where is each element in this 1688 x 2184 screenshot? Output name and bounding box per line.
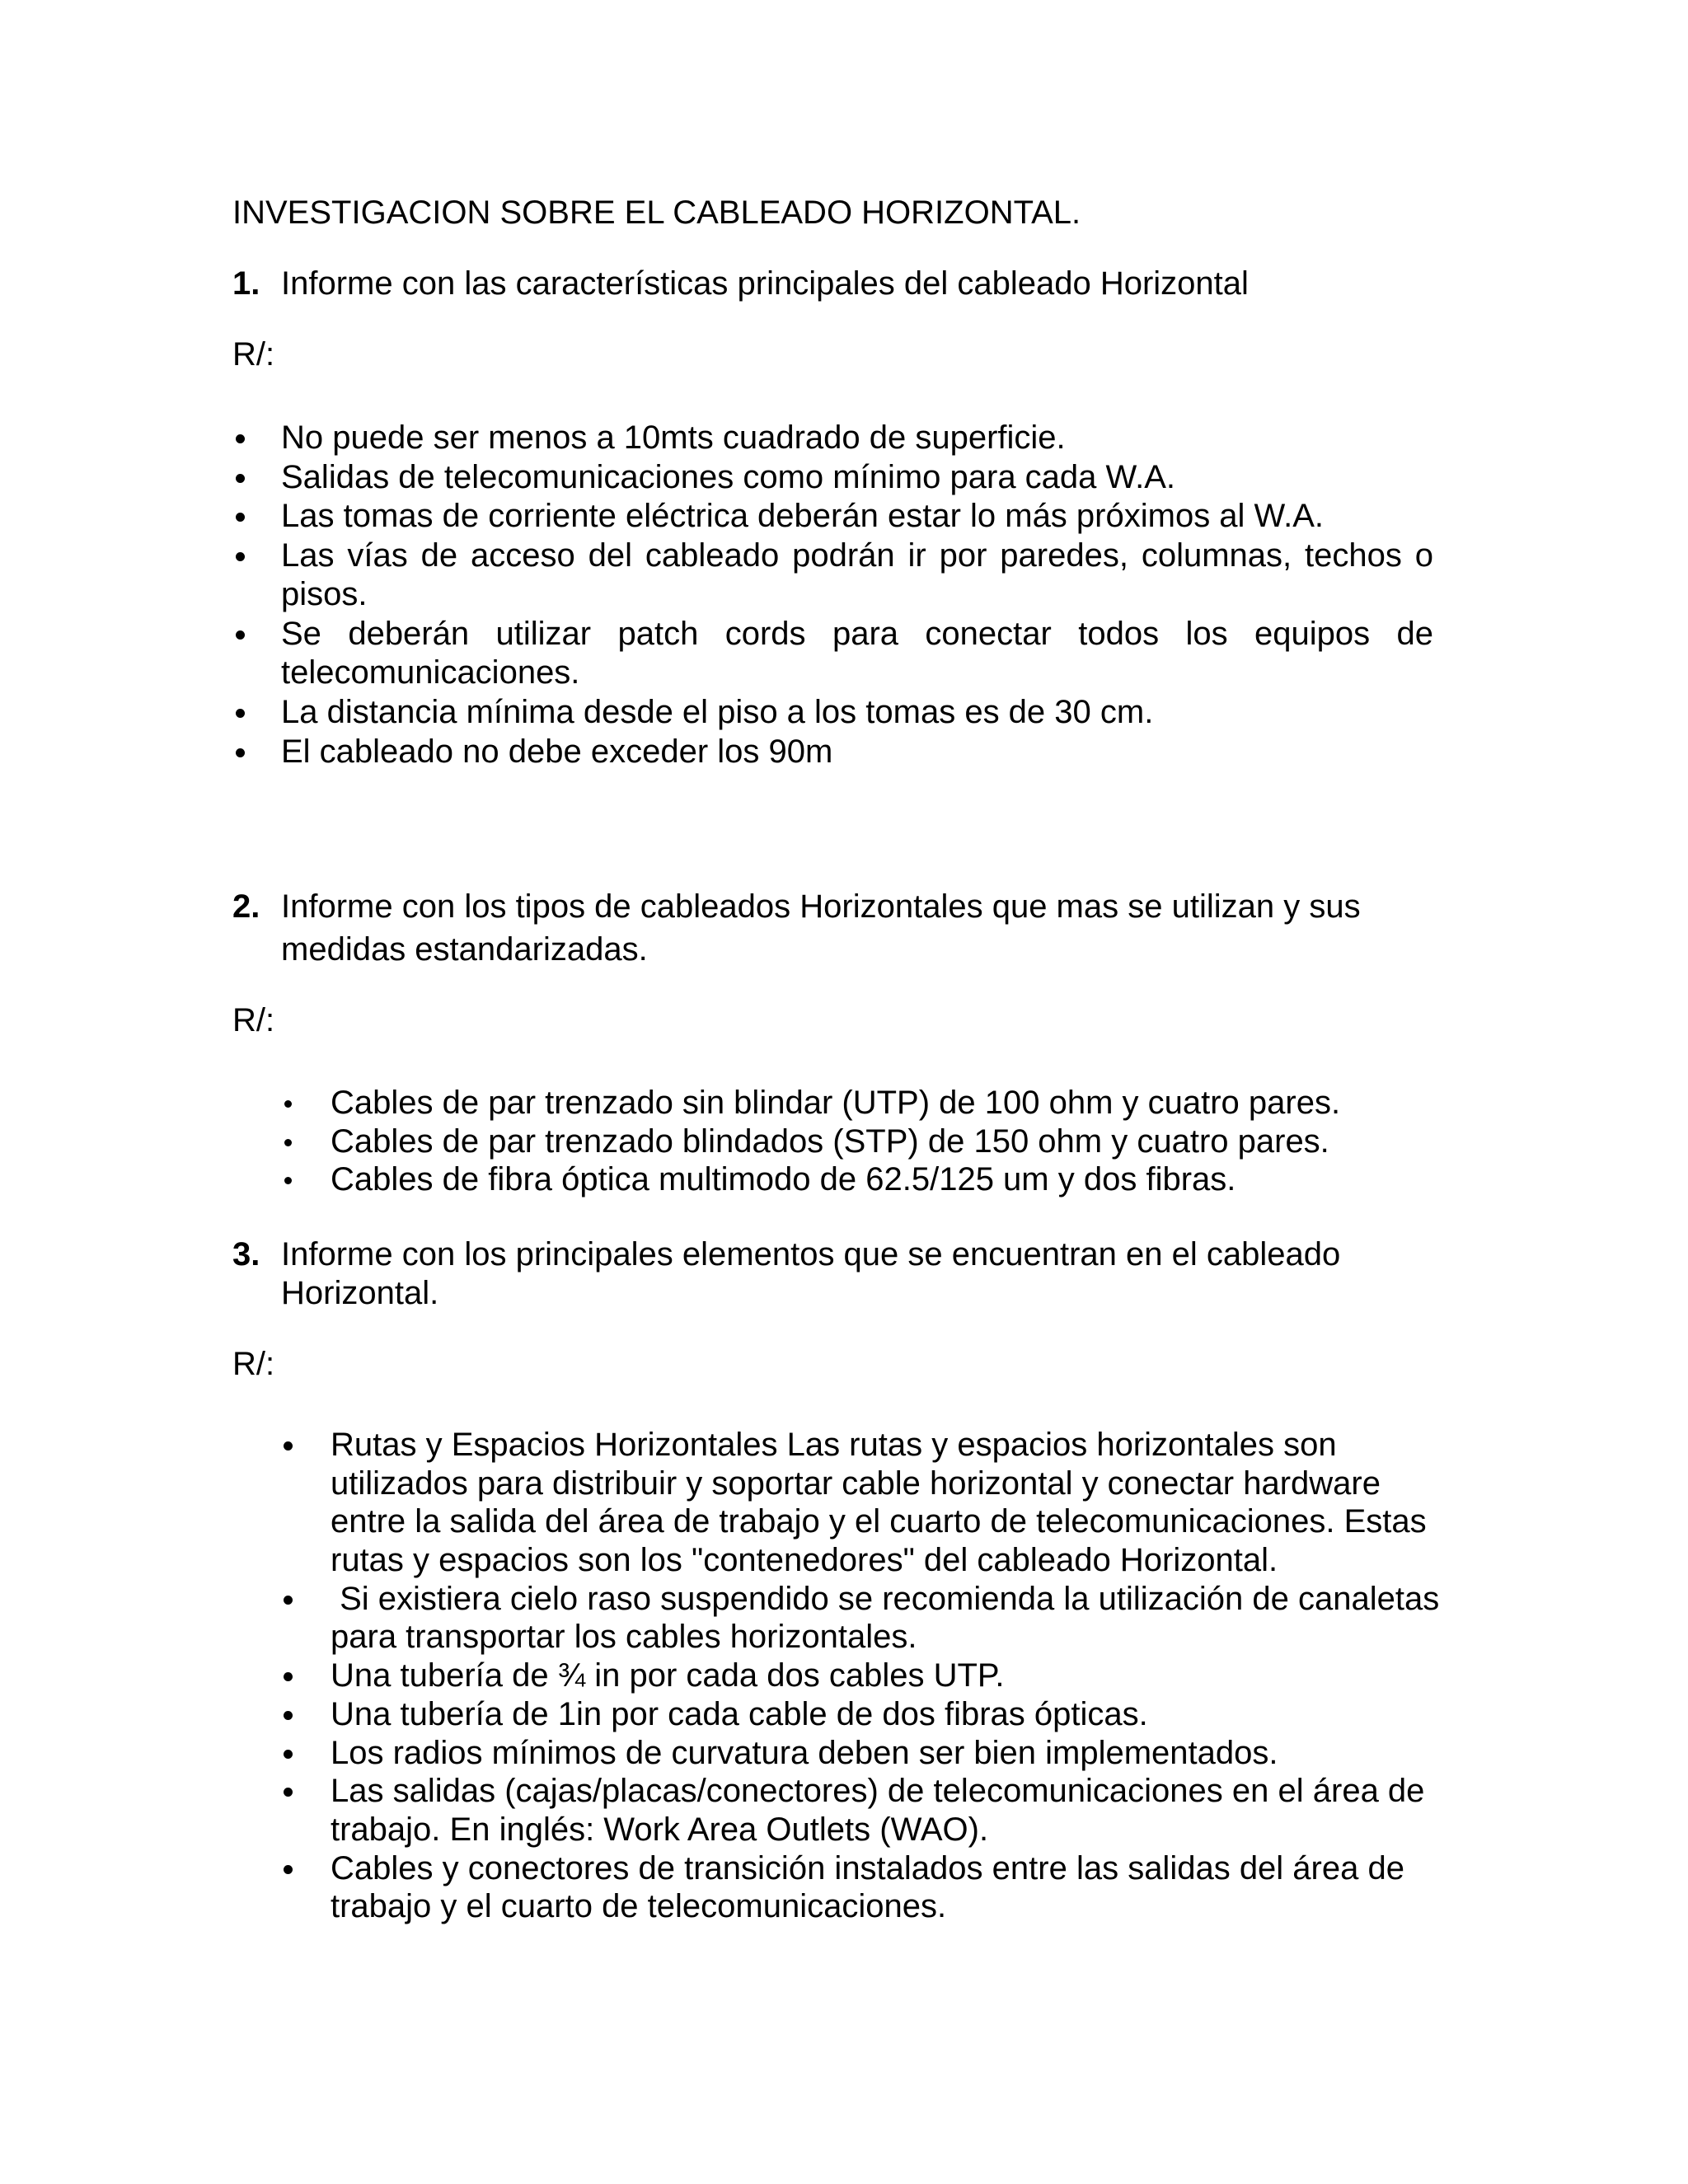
bullet-dot	[284, 1672, 293, 1681]
q3-bullet-2-line-1: Si existiera cielo raso suspendido se recomienda la utilización de canaletas	[331, 1581, 1440, 1617]
bullet-dot	[284, 1596, 293, 1605]
bullet-dot	[284, 1100, 292, 1108]
question-3-text-line-1: Informe con los principales elementos que se encuentran en el cableado	[281, 1236, 1341, 1272]
q1-bullet-7: El cableado no debe exceder los 90m	[281, 733, 833, 770]
question-1-number: 1.	[232, 265, 260, 302]
bullet-dot	[236, 748, 245, 757]
q1-bullet-1: No puede ser menos a 10mts cuadrado de superficie.	[281, 419, 1066, 456]
q3-bullet-4: Una tubería de 1in por cada cable de dos fibras ópticas.	[331, 1696, 1148, 1732]
bullet-dot	[236, 474, 245, 483]
question-3-number: 3.	[232, 1236, 260, 1272]
q3-bullet-1-line-4: rutas y espacios son los "contenedores" del cableado Horizontal.	[331, 1542, 1278, 1578]
bullet-dot	[236, 513, 245, 522]
q1-bullet-3: Las tomas de corriente eléctrica deberán estar lo más próximos al W.A.	[281, 498, 1324, 534]
q1-bullet-6: La distancia mínima desde el piso a los tomas es de 30 cm.	[281, 694, 1154, 730]
q1-bullet-5-line-2: telecomunicaciones.	[281, 654, 580, 691]
q1-bullet-5-line-1: Se deberán utilizar patch cords para conectar todos los equipos de	[281, 616, 1433, 652]
question-2-text-line-1: Informe con los tipos de cableados Horizontales que mas se utilizan y sus	[281, 888, 1361, 925]
bullet-dot	[236, 552, 245, 561]
q1-bullet-4-line-1: Las vías de acceso del cableado podrán ir por paredes, columnas, techos o	[281, 537, 1433, 574]
question-3-text-line-2: Horizontal.	[281, 1275, 439, 1311]
question-1-text: Informe con las características principales del cableado Horizontal	[281, 265, 1249, 302]
document-title: INVESTIGACION SOBRE EL CABLEADO HORIZONTAL.	[232, 194, 1081, 231]
bullet-dot	[284, 1441, 293, 1451]
q3-bullet-5: Los radios mínimos de curvatura deben ser bien implementados.	[331, 1735, 1278, 1771]
question-1-answer-label: R/:	[232, 336, 275, 373]
q3-bullet-7-line-2: trabajo y el cuarto de telecomunicaciones.	[331, 1888, 947, 1924]
bullet-dot	[284, 1177, 292, 1184]
q3-bullet-1-line-2: utilizados para distribuir y soportar cable horizontal y conectar hardware	[331, 1465, 1381, 1502]
q3-bullet-1-line-1: Rutas y Espacios Horizontales Las rutas y espacios horizontales son	[331, 1427, 1337, 1463]
bullet-dot	[236, 630, 245, 640]
q1-bullet-2: Salidas de telecomunicaciones como mínimo para cada W.A.	[281, 459, 1175, 495]
q2-bullet-3: Cables de fibra óptica multimodo de 62.5/125 um y dos fibras.	[331, 1161, 1236, 1197]
q3-bullet-2-line-2: para transportar los cables horizontales.	[331, 1619, 917, 1655]
question-2-number: 2.	[232, 888, 260, 925]
q3-bullet-6-line-1: Las salidas (cajas/placas/conectores) de telecomunicaciones en el área de	[331, 1773, 1425, 1809]
q2-bullet-2: Cables de par trenzado blindados (STP) de 150 ohm y cuatro pares.	[331, 1123, 1329, 1160]
q3-bullet-1-line-3: entre la salida del área de trabajo y el cuarto de telecomunicaciones. Estas	[331, 1503, 1427, 1540]
q3-bullet-3: Una tubería de ¾ in por cada dos cables UTP.	[331, 1657, 1005, 1694]
bullet-dot	[284, 1788, 293, 1797]
bullet-dot	[284, 1139, 292, 1146]
bullet-dot	[284, 1711, 293, 1720]
q1-bullet-4-line-2: pisos.	[281, 576, 368, 612]
bullet-dot	[236, 709, 245, 718]
bullet-dot	[236, 434, 245, 443]
q2-bullet-1: Cables de par trenzado sin blindar (UTP) de 100 ohm y cuatro pares.	[331, 1085, 1341, 1121]
bullet-dot	[284, 1865, 293, 1874]
q3-bullet-7-line-1: Cables y conectores de transición instalados entre las salidas del área de	[331, 1850, 1404, 1886]
question-2-text-line-2: medidas estandarizadas.	[281, 931, 648, 968]
question-2-answer-label: R/:	[232, 1002, 275, 1038]
question-3-answer-label: R/:	[232, 1346, 275, 1382]
q3-bullet-6-line-2: trabajo. En inglés: Work Area Outlets (WAO).	[331, 1811, 989, 1848]
bullet-dot	[284, 1750, 293, 1759]
